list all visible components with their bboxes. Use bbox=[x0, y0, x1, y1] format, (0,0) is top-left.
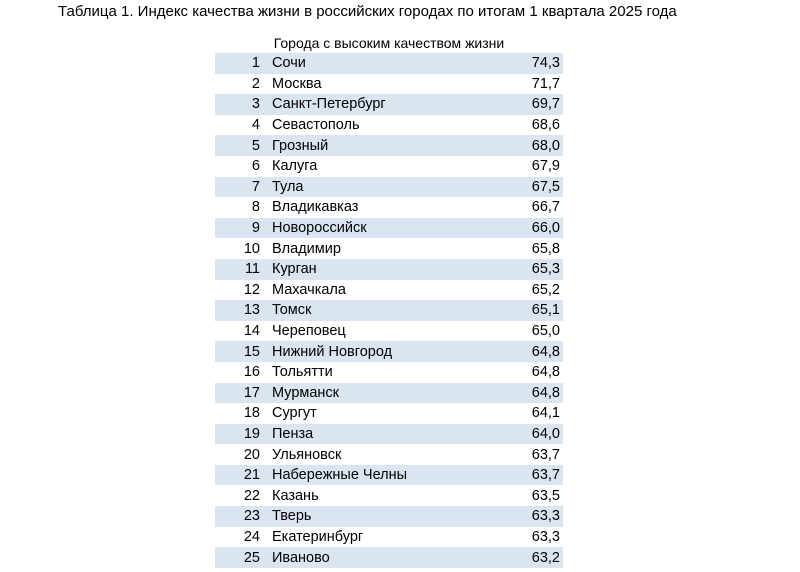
index-value-cell: 69,7 bbox=[531, 96, 560, 113]
rank-cell: 22 bbox=[243, 487, 260, 504]
rank-cell: 6 bbox=[251, 158, 260, 175]
index-value-cell: 68,0 bbox=[531, 137, 560, 154]
index-value-cell: 74,3 bbox=[531, 55, 560, 72]
city-cell: Москва bbox=[272, 75, 322, 92]
index-value-cell: 65,8 bbox=[531, 240, 560, 257]
rank-cell: 18 bbox=[243, 405, 260, 422]
rank-cell: 10 bbox=[243, 240, 260, 257]
city-cell: Томск bbox=[272, 302, 312, 319]
index-value-cell: 63,7 bbox=[531, 446, 560, 463]
index-value-cell: 64,8 bbox=[531, 343, 560, 360]
index-value-cell: 65,1 bbox=[531, 302, 560, 319]
rank-cell: 23 bbox=[243, 508, 260, 525]
index-value-cell: 63,3 bbox=[531, 508, 560, 525]
table-row bbox=[215, 94, 563, 115]
table-row bbox=[215, 383, 563, 404]
index-value-cell: 66,7 bbox=[531, 199, 560, 216]
table-row bbox=[215, 506, 563, 527]
table-row bbox=[215, 547, 563, 568]
table-row bbox=[215, 218, 563, 239]
table-row bbox=[215, 156, 563, 177]
rank-cell: 13 bbox=[243, 302, 260, 319]
city-cell: Набережные Челны bbox=[272, 467, 408, 484]
rank-cell: 20 bbox=[243, 446, 260, 463]
table-row bbox=[215, 300, 563, 321]
index-value-cell: 63,7 bbox=[531, 467, 560, 484]
city-cell: Санкт-Петербург bbox=[272, 96, 386, 113]
table-row bbox=[215, 197, 563, 218]
city-cell: Владикавказ bbox=[272, 199, 359, 216]
rank-cell: 9 bbox=[251, 220, 260, 237]
table-row bbox=[215, 238, 563, 259]
city-cell: Екатеринбург bbox=[272, 528, 364, 545]
rank-cell: 24 bbox=[243, 528, 260, 545]
table-row bbox=[215, 485, 563, 506]
city-cell: Тольятти bbox=[272, 364, 333, 381]
table-row bbox=[215, 362, 563, 383]
rank-cell: 3 bbox=[251, 96, 260, 113]
city-cell: Мурманск bbox=[272, 384, 340, 401]
city-cell: Казань bbox=[272, 487, 319, 504]
rank-cell: 25 bbox=[243, 549, 260, 566]
table-row bbox=[215, 115, 563, 136]
city-cell: Новороссийск bbox=[272, 220, 367, 237]
index-value-cell: 65,2 bbox=[531, 281, 560, 298]
table-row bbox=[215, 527, 563, 548]
rank-cell: 7 bbox=[251, 178, 260, 195]
rank-cell: 19 bbox=[243, 425, 260, 442]
document-title: Таблица 1. Индекс качества жизни в российских городах по итогам 1 квартала 2025 года bbox=[58, 3, 677, 20]
table-caption: Города с высоким качеством жизни bbox=[273, 35, 505, 51]
table-row bbox=[215, 341, 563, 362]
index-value-cell: 67,9 bbox=[531, 158, 560, 175]
index-value-cell: 63,3 bbox=[531, 528, 560, 545]
city-cell: Курган bbox=[272, 261, 317, 278]
rank-cell: 17 bbox=[243, 384, 260, 401]
city-cell: Грозный bbox=[272, 137, 329, 154]
table-row bbox=[215, 177, 563, 198]
rank-cell: 2 bbox=[251, 75, 260, 92]
rank-cell: 11 bbox=[244, 261, 260, 278]
index-value-cell: 64,8 bbox=[531, 384, 560, 401]
city-cell: Череповец bbox=[272, 323, 346, 340]
city-cell: Махачкала bbox=[272, 281, 346, 298]
city-cell: Тверь bbox=[272, 508, 312, 525]
table-row bbox=[215, 321, 563, 342]
table-row bbox=[215, 53, 563, 74]
rank-cell: 14 bbox=[243, 323, 260, 340]
city-cell: Пенза bbox=[272, 425, 314, 442]
city-cell: Севастополь bbox=[272, 117, 360, 134]
index-value-cell: 66,0 bbox=[531, 220, 560, 237]
city-cell: Ульяновск bbox=[272, 446, 342, 463]
table-row bbox=[215, 74, 563, 95]
table-row bbox=[215, 444, 563, 465]
rank-cell: 12 bbox=[243, 281, 260, 298]
index-value-cell: 65,0 bbox=[531, 323, 560, 340]
table-body bbox=[215, 53, 563, 568]
rank-cell: 4 bbox=[251, 117, 260, 134]
rank-cell: 15 bbox=[243, 343, 260, 360]
rank-cell: 21 bbox=[243, 467, 260, 484]
city-cell: Сочи bbox=[272, 55, 306, 72]
index-value-cell: 63,5 bbox=[531, 487, 560, 504]
quality-of-life-table bbox=[215, 34, 563, 568]
city-cell: Нижний Новгород bbox=[272, 343, 393, 360]
table-row bbox=[215, 135, 563, 156]
table-row bbox=[215, 403, 563, 424]
index-value-cell: 64,8 bbox=[531, 364, 560, 381]
rank-cell: 1 bbox=[251, 55, 260, 72]
index-value-cell: 64,0 bbox=[531, 425, 560, 442]
city-cell: Сургут bbox=[272, 405, 317, 422]
rank-cell: 8 bbox=[251, 199, 260, 216]
city-cell: Калуга bbox=[272, 158, 318, 175]
index-value-cell: 64,1 bbox=[531, 405, 560, 422]
index-value-cell: 68,6 bbox=[531, 117, 560, 134]
index-value-cell: 67,5 bbox=[531, 178, 560, 195]
rank-cell: 5 bbox=[251, 137, 260, 154]
table-row bbox=[215, 465, 563, 486]
table-row bbox=[215, 424, 563, 445]
index-value-cell: 65,3 bbox=[531, 261, 560, 278]
rank-cell: 16 bbox=[243, 364, 260, 381]
table-row bbox=[215, 280, 563, 301]
city-cell: Тула bbox=[272, 178, 304, 195]
city-cell: Иваново bbox=[272, 549, 330, 566]
table-row bbox=[215, 259, 563, 280]
index-value-cell: 63,2 bbox=[531, 549, 560, 566]
city-cell: Владимир bbox=[272, 240, 341, 257]
index-value-cell: 71,7 bbox=[531, 75, 560, 92]
